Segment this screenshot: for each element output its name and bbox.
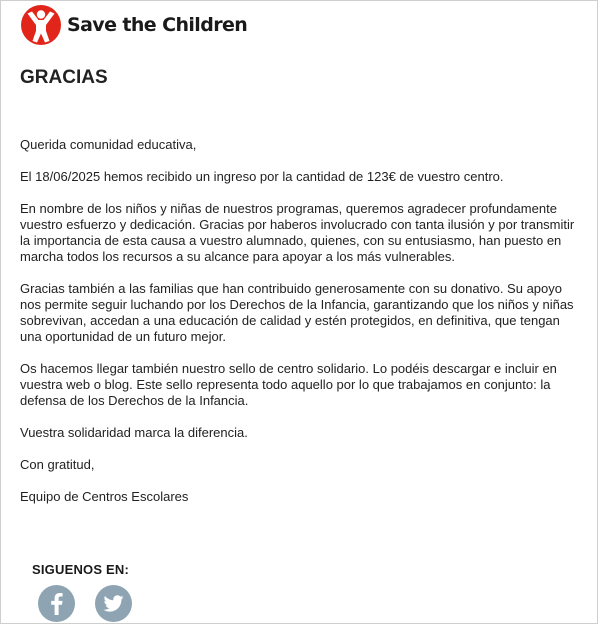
paragraph-thanks-schools: En nombre de los niños y niñas de nuestros programas, queremos agradecer profundamente vuestro esfuerzo y dedicación. Gracias por haberos involucrado con tanta ilusión y por transmitir la importancia de esta causa a vuestro alumnado, quienes, con su entusiasmo, han puesto en marcha todos los recursos a su alcance para apoyar a los más vulnerables.: [20, 201, 575, 264]
page-title: GRACIAS: [20, 67, 108, 88]
message-body: [20, 137, 582, 521]
paragraph-solidarity-seal: Os hacemos llegar también nuestro sello de centro solidario. Lo podéis descargar e incluir en vuestra web o blog. Este sello representa todo aquello por lo que trabajamos en conjunto: la defensa de los Derechos de la Infancia.: [20, 361, 557, 408]
paragraph-thanks-families: Gracias también a las familias que han contribuido generosamente con su donativo. Su apoyo nos permite seguir luchando por los Derechos de la Infancia, garantizando que los niños y niñas sobrevivan, accedan a una educación de calidad y estén protegidos, en definitiva, que tengan una oportunidad de un futuro mejor.: [20, 281, 574, 344]
twitter-link[interactable]: [95, 585, 132, 622]
save-the-children-logo-icon: [20, 4, 62, 46]
closing: Con gratitud,: [20, 457, 95, 472]
facebook-icon: [38, 585, 75, 622]
brand-name: Save the Children: [67, 14, 248, 36]
greeting: Querida comunidad educativa,: [20, 137, 197, 152]
paragraph-solidarity-difference: Vuestra solidaridad marca la diferencia.: [20, 425, 248, 440]
twitter-icon: [95, 585, 132, 622]
facebook-link[interactable]: [38, 585, 75, 622]
brand-logo[interactable]: [20, 4, 247, 46]
signature: Equipo de Centros Escolares: [20, 489, 189, 504]
paragraph-donation-receipt: El 18/06/2025 hemos recibido un ingreso por la cantidad de 123€ de vuestro centro.: [20, 169, 504, 184]
social-heading: SIGUENOS EN:: [32, 562, 130, 577]
